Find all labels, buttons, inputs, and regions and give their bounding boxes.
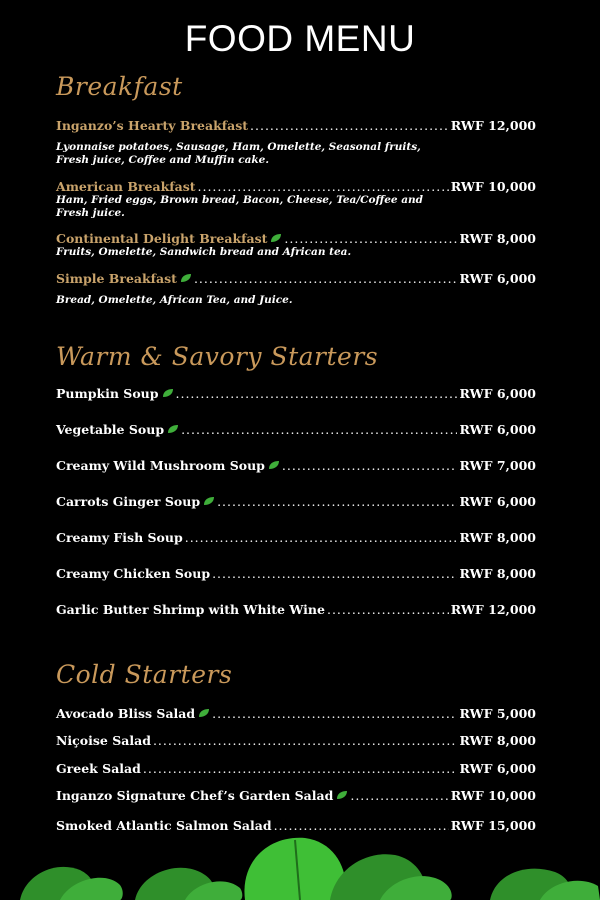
menu-item bbox=[56, 179, 536, 194]
menu-item bbox=[56, 231, 536, 246]
leaf-icon bbox=[336, 790, 348, 800]
item-price: RWF 12,000 bbox=[450, 118, 536, 133]
menu-item bbox=[56, 422, 536, 437]
item-name: Continental Delight Breakfast bbox=[56, 231, 268, 246]
item-price: RWF 6,000 bbox=[459, 271, 536, 286]
dot-leader bbox=[153, 733, 458, 748]
item-name: Inganzo’s Hearty Breakfast bbox=[56, 118, 249, 133]
item-name: Greek Salad bbox=[56, 761, 141, 776]
menu-item bbox=[56, 494, 536, 509]
dot-leader bbox=[250, 118, 449, 133]
leaf-icon bbox=[198, 708, 210, 718]
item-name: Niçoise Salad bbox=[56, 733, 151, 748]
item-price: RWF 6,000 bbox=[459, 761, 536, 776]
leaf-icon bbox=[270, 233, 282, 243]
item-name: Carrots Ginger Soup bbox=[56, 494, 201, 509]
item-name: Garlic Butter Shrimp with White Wine bbox=[56, 602, 325, 617]
dot-leader bbox=[198, 179, 449, 194]
dot-leader bbox=[143, 761, 458, 776]
item-name: Simple Breakfast bbox=[56, 271, 177, 286]
menu-item bbox=[56, 271, 536, 286]
dot-leader bbox=[185, 530, 458, 545]
item-name: Vegetable Soup bbox=[56, 422, 165, 437]
item-price: RWF 6,000 bbox=[459, 386, 536, 401]
leaf-icon bbox=[203, 496, 215, 506]
item-name: Inganzo Signature Chef’s Garden Salad bbox=[56, 788, 334, 803]
dot-leader bbox=[194, 271, 458, 286]
item-name: Creamy Chicken Soup bbox=[56, 566, 211, 581]
item-name: American Breakfast bbox=[56, 179, 196, 194]
dot-leader bbox=[217, 494, 457, 509]
page-title: FOOD MENU bbox=[184, 18, 416, 59]
item-price: RWF 5,000 bbox=[459, 706, 536, 721]
item-name: Avocado Bliss Salad bbox=[56, 706, 196, 721]
item-name: Pumpkin Soup bbox=[56, 386, 159, 401]
decorative-leaves bbox=[0, 830, 600, 900]
item-description: Ham, Fried eggs, Brown bread, Bacon, Cheese, Tea/Coffee and Fresh juice. bbox=[56, 194, 423, 219]
leaf-icon bbox=[180, 273, 192, 283]
item-price: RWF 12,000 bbox=[450, 602, 536, 617]
dot-leader bbox=[327, 602, 449, 617]
menu-item bbox=[56, 566, 536, 581]
dot-leader bbox=[350, 788, 448, 803]
section-title-cold-starters: Cold Starters bbox=[56, 660, 233, 689]
monstera-leaf-icon bbox=[20, 867, 123, 900]
item-price: RWF 8,000 bbox=[459, 733, 536, 748]
item-price: RWF 6,000 bbox=[459, 494, 536, 509]
item-price: RWF 8,000 bbox=[459, 231, 536, 246]
item-price: RWF 15,000 bbox=[450, 818, 536, 833]
item-price: RWF 7,000 bbox=[459, 458, 536, 473]
monstera-leaf-icon bbox=[135, 868, 242, 900]
item-price: RWF 10,000 bbox=[450, 788, 536, 803]
item-name: Smoked Atlantic Salmon Salad bbox=[56, 818, 272, 833]
leaf-icon bbox=[268, 460, 280, 470]
dot-leader bbox=[176, 386, 458, 401]
section-title-breakfast: Breakfast bbox=[56, 72, 183, 101]
item-price: RWF 8,000 bbox=[459, 530, 536, 545]
menu-item bbox=[56, 386, 536, 401]
section-title-warm-starters: Warm & Savory Starters bbox=[56, 342, 379, 371]
dot-leader bbox=[212, 566, 457, 581]
item-name: Creamy Wild Mushroom Soup bbox=[56, 458, 265, 473]
item-price: RWF 8,000 bbox=[459, 566, 536, 581]
menu-item bbox=[56, 458, 536, 473]
menu-item bbox=[56, 788, 536, 803]
item-description: Bread, Omelette, African Tea, and Juice. bbox=[56, 294, 293, 306]
item-name: Creamy Fish Soup bbox=[56, 530, 183, 545]
menu-item bbox=[56, 118, 536, 133]
menu-item bbox=[56, 706, 536, 721]
item-price: RWF 10,000 bbox=[450, 179, 536, 194]
item-description: Fruits, Omelette, Sandwich bread and African tea. bbox=[56, 246, 352, 258]
item-price: RWF 6,000 bbox=[459, 422, 536, 437]
leaf-icon bbox=[167, 424, 179, 434]
dot-leader bbox=[282, 458, 458, 473]
item-description: Lyonnaise potatoes, Sausage, Ham, Omelette, Seasonal fruits, Fresh juice, Coffee and Muffin cake. bbox=[56, 141, 421, 166]
menu-item bbox=[56, 733, 536, 748]
leaf-icon bbox=[162, 388, 174, 398]
dot-leader bbox=[212, 706, 457, 721]
menu-item bbox=[56, 602, 536, 617]
dot-leader bbox=[284, 231, 457, 246]
menu-item bbox=[56, 530, 536, 545]
dot-leader bbox=[181, 422, 457, 437]
menu-item bbox=[56, 761, 536, 776]
